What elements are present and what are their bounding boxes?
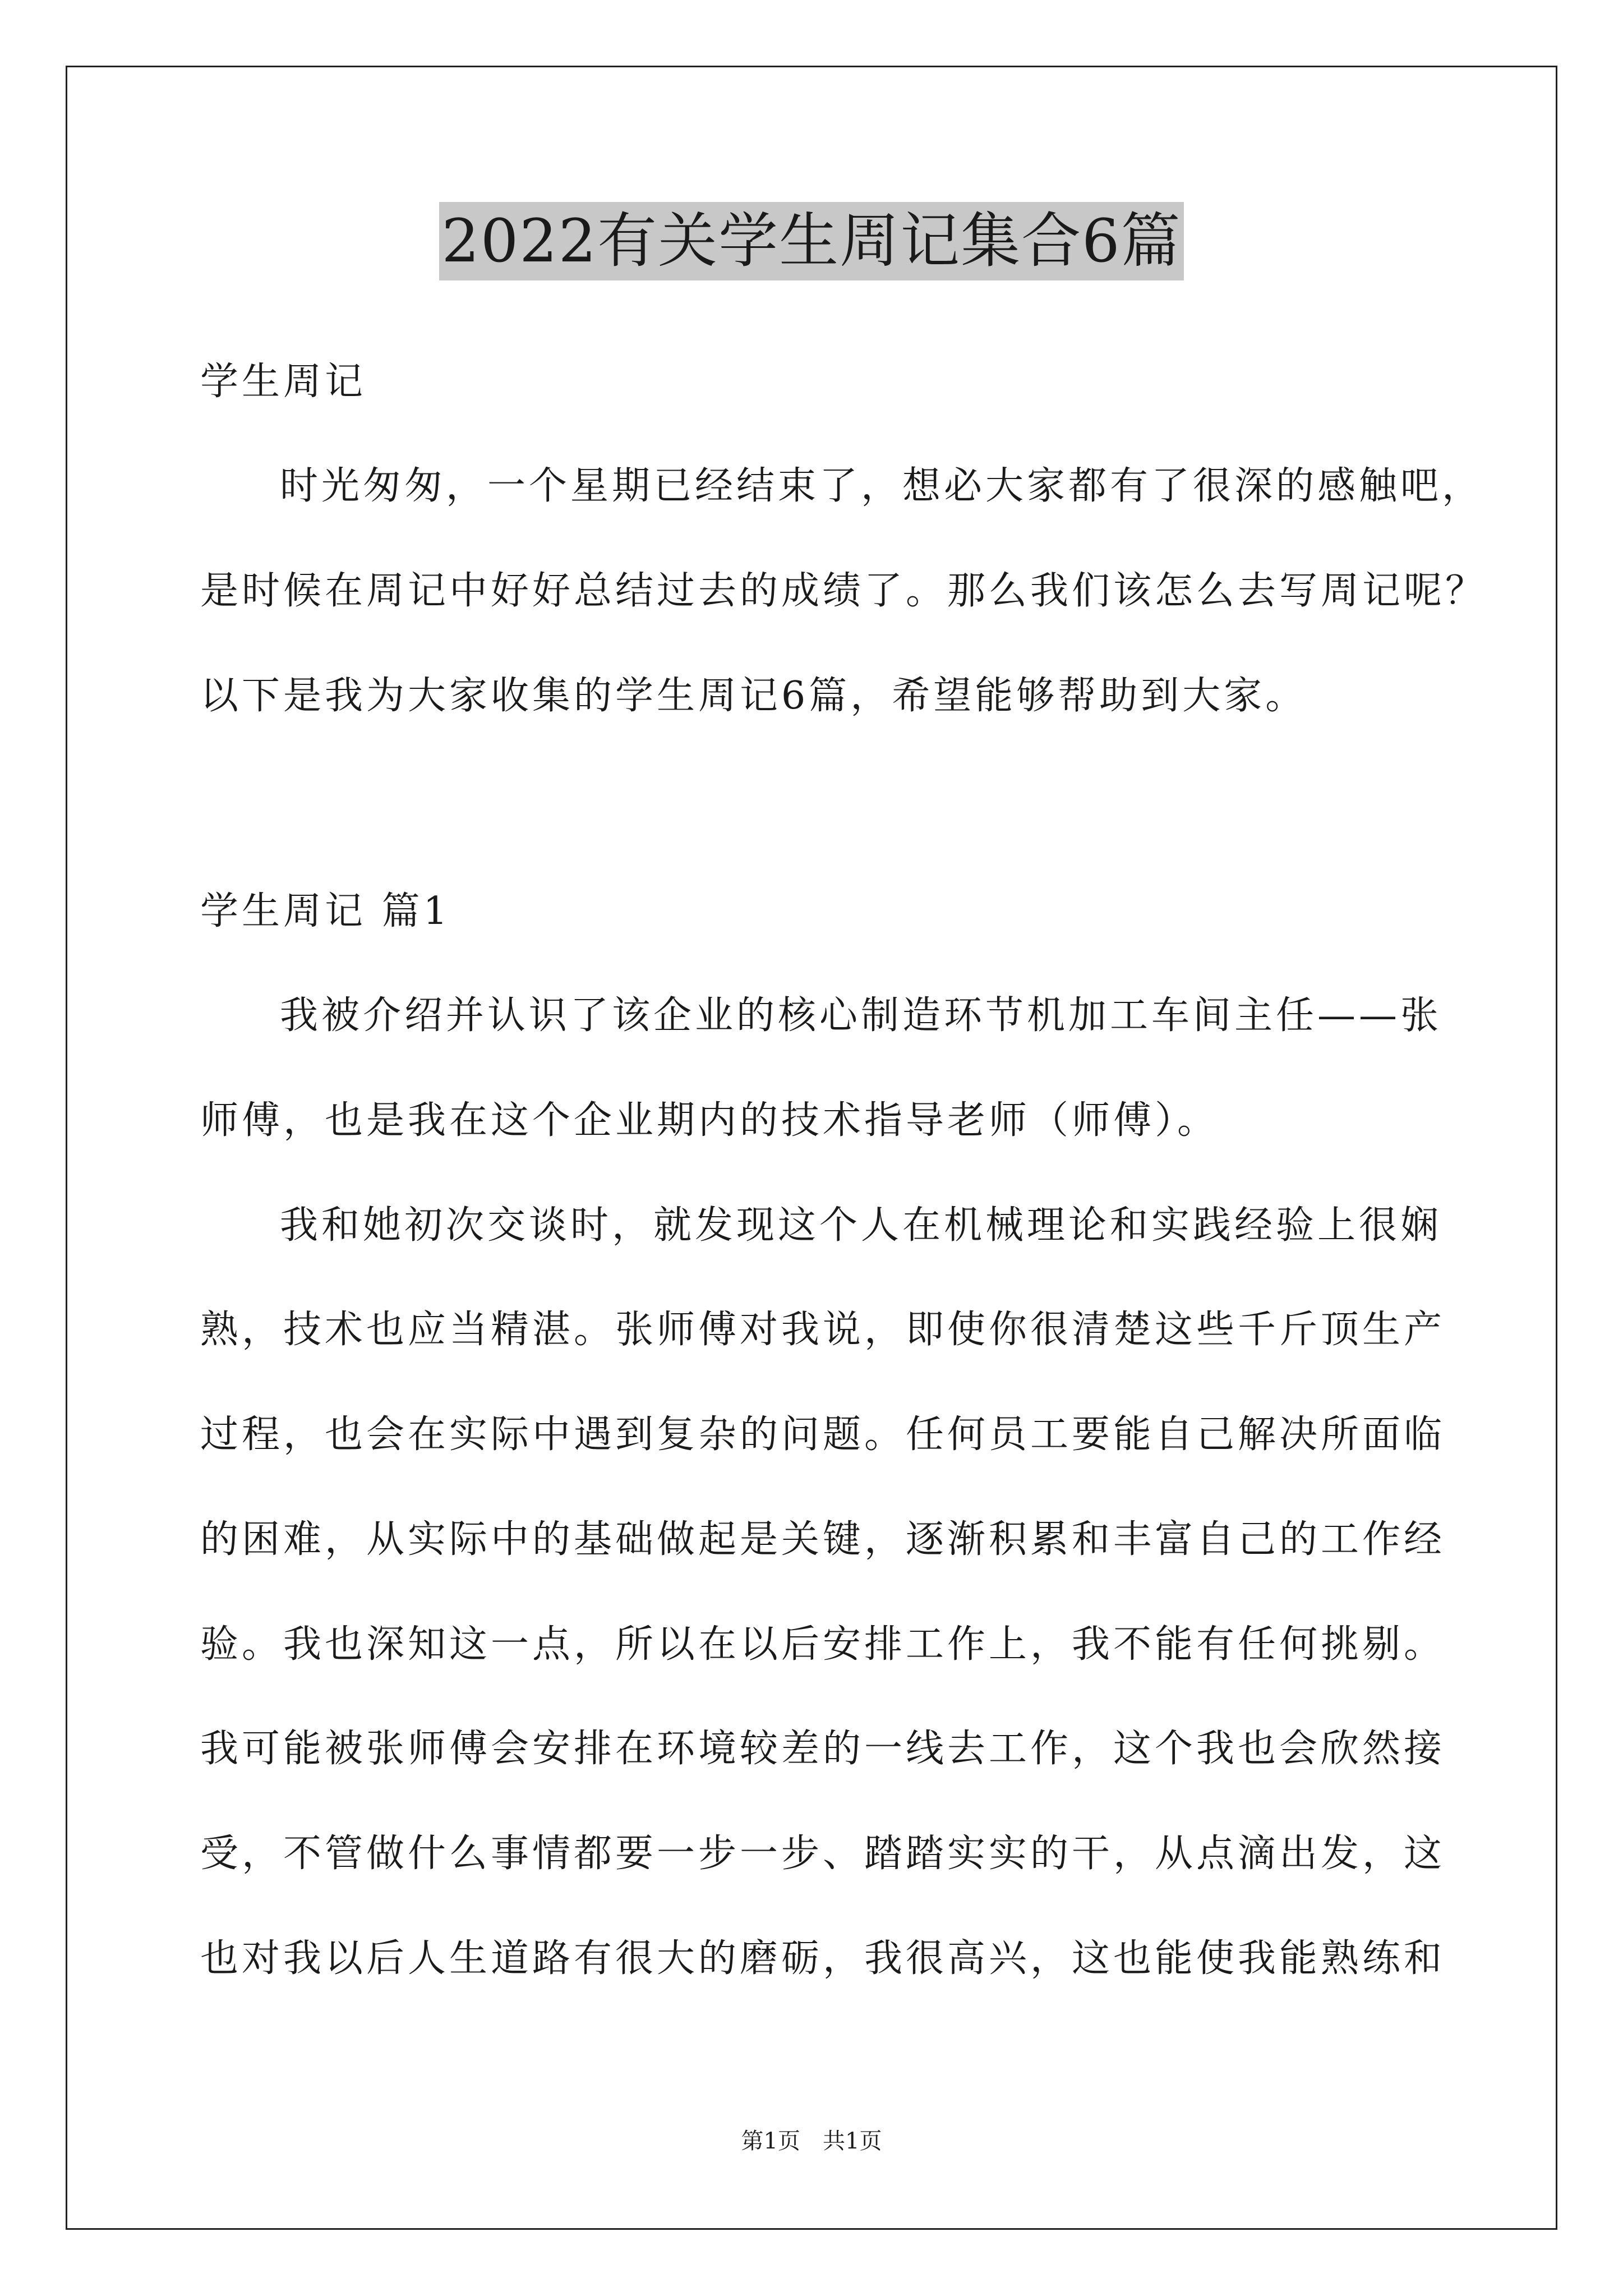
intro-line: 以下是我为大家收集的学生周记6篇，希望能够帮助到大家。 xyxy=(200,674,1307,718)
page-footer: 第1页 共1页 xyxy=(741,2128,882,2154)
paragraph-line: 我和她初次交谈时，就发现这个人在机械理论和实践经验上很娴 xyxy=(280,1203,1442,1248)
paragraph-line: 受，不管做什么事情都要一步一步、踏踏实实的干，从点滴出发，这 xyxy=(200,1832,1446,1876)
intro-line: 是时候在周记中好好总结过去的成绩了。那么我们该怎么去写周记呢？ xyxy=(200,569,1487,613)
paragraph-line: 过程，也会在实际中遇到复杂的问题。任何员工要能自己解决所面临 xyxy=(200,1412,1446,1457)
paragraph-line: 我可能被张师傅会安排在环境较差的一线去工作，这个我也会欣然接 xyxy=(200,1727,1446,1771)
paragraph-line: 我被介绍并认识了该企业的核心制造环节机加工车间主任——张 xyxy=(280,993,1442,1038)
paragraph-line: 的困难，从实际中的基础做起是关键，逐渐积累和丰富自己的工作经 xyxy=(200,1517,1446,1562)
paragraph-line: 也对我以后人生道路有很大的磨砺，我很高兴，这也能使我能熟练和 xyxy=(200,1936,1446,1981)
paragraph-line: 师傅，也是我在这个企业期内的技术指导老师（师傅）。 xyxy=(200,1098,1219,1143)
paragraph-line: 熟，技术也应当精湛。张师傅对我说，即使你很清楚这些千斤顶生产 xyxy=(200,1308,1446,1352)
intro-line: 时光匆匆，一个星期已经结束了，想必大家都有了很深的感触吧， xyxy=(280,464,1484,508)
title-container xyxy=(0,202,1623,280)
section-heading: 学生周记 xyxy=(200,360,367,404)
article-heading: 学生周记 篇1 xyxy=(200,889,451,933)
paragraph-line: 验。我也深知这一点，所以在以后安排工作上，我不能有任何挑剔。 xyxy=(200,1622,1446,1667)
document-title: 2022有关学生周记集合6篇 xyxy=(439,202,1183,280)
